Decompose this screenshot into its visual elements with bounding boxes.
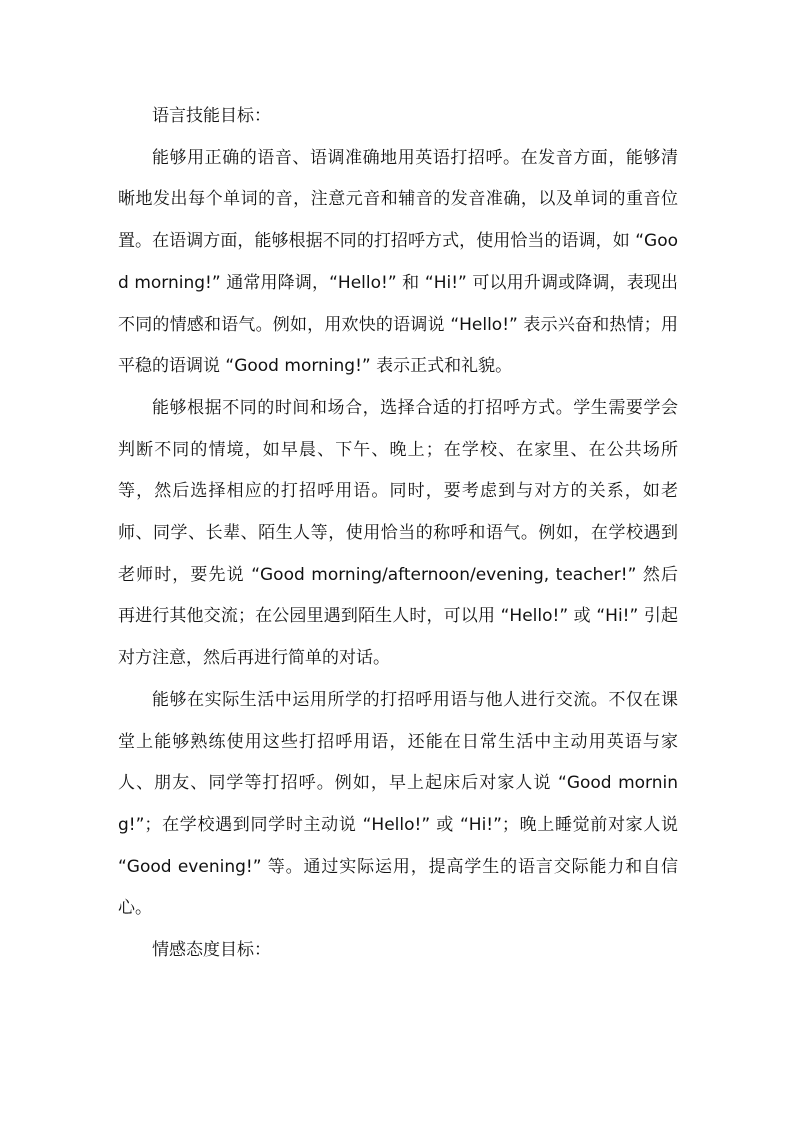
paragraph-pronunciation: 能够用正确的语音、语调准确地用英语打招呼。在发音方面，能够清晰地发出每个单词的音，注意元音和辅音的发音准确，以及单词的重音位置。在语调方面，能够根据不同的打招呼方式，使用恰当的语调，如 “Good morning!” 通常用降调，“Hello!” 和 “Hi!” 可以用升调或降调，表现出不同的情感和语气。例如，用欢快的语调说 “Hello!” 表示兴奋和热情；用平稳的语调说 “Good morning!” 表示正式和礼貌。 xyxy=(118,147,678,377)
heading-language-skill-goals: 语言技能目标： xyxy=(152,106,271,126)
document-body xyxy=(118,96,678,972)
paragraph-practice: 能够在实际生活中运用所学的打招呼用语与他人进行交流。不仅在课堂上能够熟练使用这些打招呼用语，还能在日常生活中主动用英语与家人、朋友、同学等打招呼。例如，早上起床后对家人说 “Good morning!”；在学校遇到同学时主动说 “Hello!” 或 “Hi!”；晚上睡觉前对家人说 “Good evening!” 等。通过实际运用，提高学生的语言交际能力和自信心。 xyxy=(118,689,678,919)
paragraph-context: 能够根据不同的时间和场合，选择合适的打招呼方式。学生需要学会判断不同的情境，如早晨、下午、晚上；在学校、在家里、在公共场所等，然后选择相应的打招呼用语。同时，要考虑到与对方的关系，如老师、同学、长辈、陌生人等，使用恰当的称呼和语气。例如，在学校遇到老师时，要先说 “Good morning/afternoon/evening, teacher!” 然后再进行其他交流；在公园里遇到陌生人时，可以用 “Hello!” 或 “Hi!” 引起对方注意，然后再进行简单的对话。 xyxy=(118,397,678,669)
heading-emotional-attitude-goals: 情感态度目标： xyxy=(152,940,271,961)
